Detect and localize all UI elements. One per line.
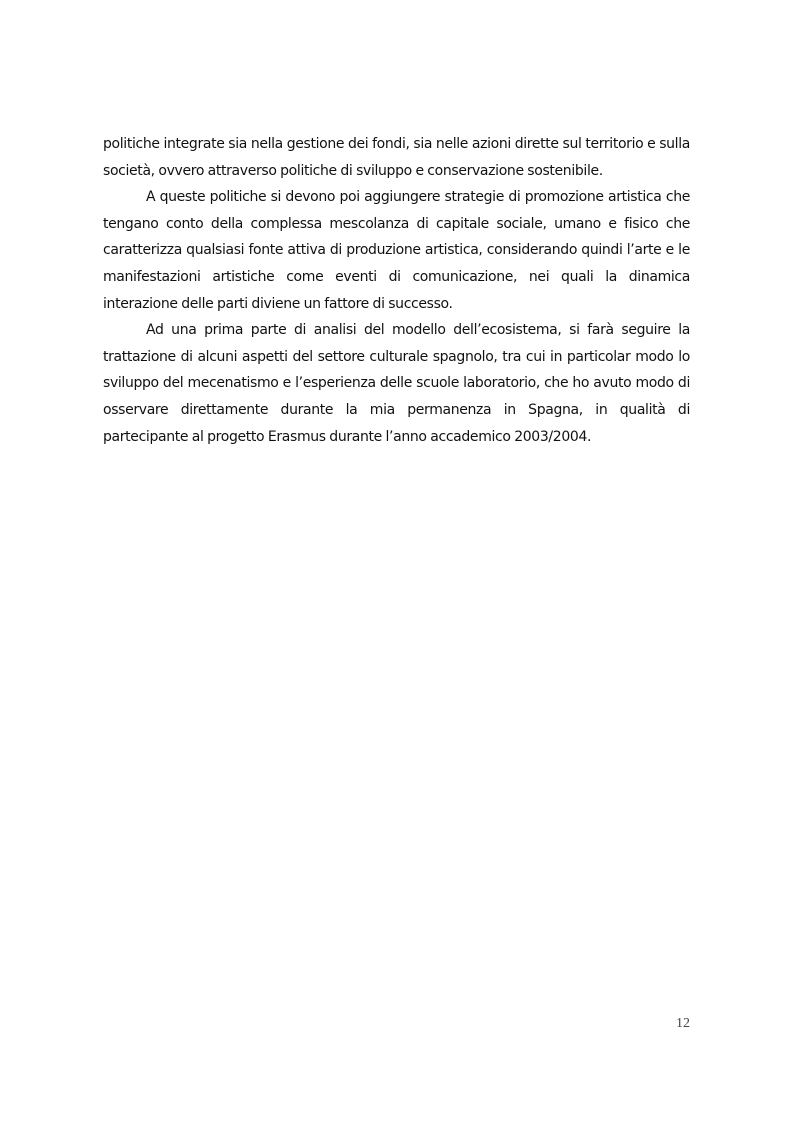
- paragraph-promotion-strategies: A queste politiche si devono poi aggiungere strategie di promozione artistica che tengano conto della complessa mescolanza di capitale sociale, umano e fisico che caratterizza qualsiasi fonte attiva di produzione artistica, considerando quindi l’arte e le manifestazioni artistiche come eventi di comunicazione, nei quali la dinamica interazione delle parti diviene un fattore di successo.: [103, 189, 690, 312]
- paragraph-continuation: politiche integrate sia nella gestione dei fondi, sia nelle azioni dirette sul territorio e sulla società, ovvero attraverso politiche di sviluppo e conservazione sostenibile.: [103, 136, 690, 179]
- body-text: [103, 131, 690, 450]
- paragraph-spanish-sector: Ad una prima parte di analisi del modello dell’ecosistema, si farà seguire la trattazione di alcuni aspetti del settore culturale spagnolo, tra cui in particolar modo lo sviluppo del mecenatismo e l’esperienza delle scuole laboratorio, che ho avuto modo di osservare direttamente durante la mia permanenza in Spagna, in qualità di partecipante al progetto Erasmus durante l’anno accademico 2003/2004.: [103, 322, 690, 445]
- page-number: 12: [676, 1016, 690, 1031]
